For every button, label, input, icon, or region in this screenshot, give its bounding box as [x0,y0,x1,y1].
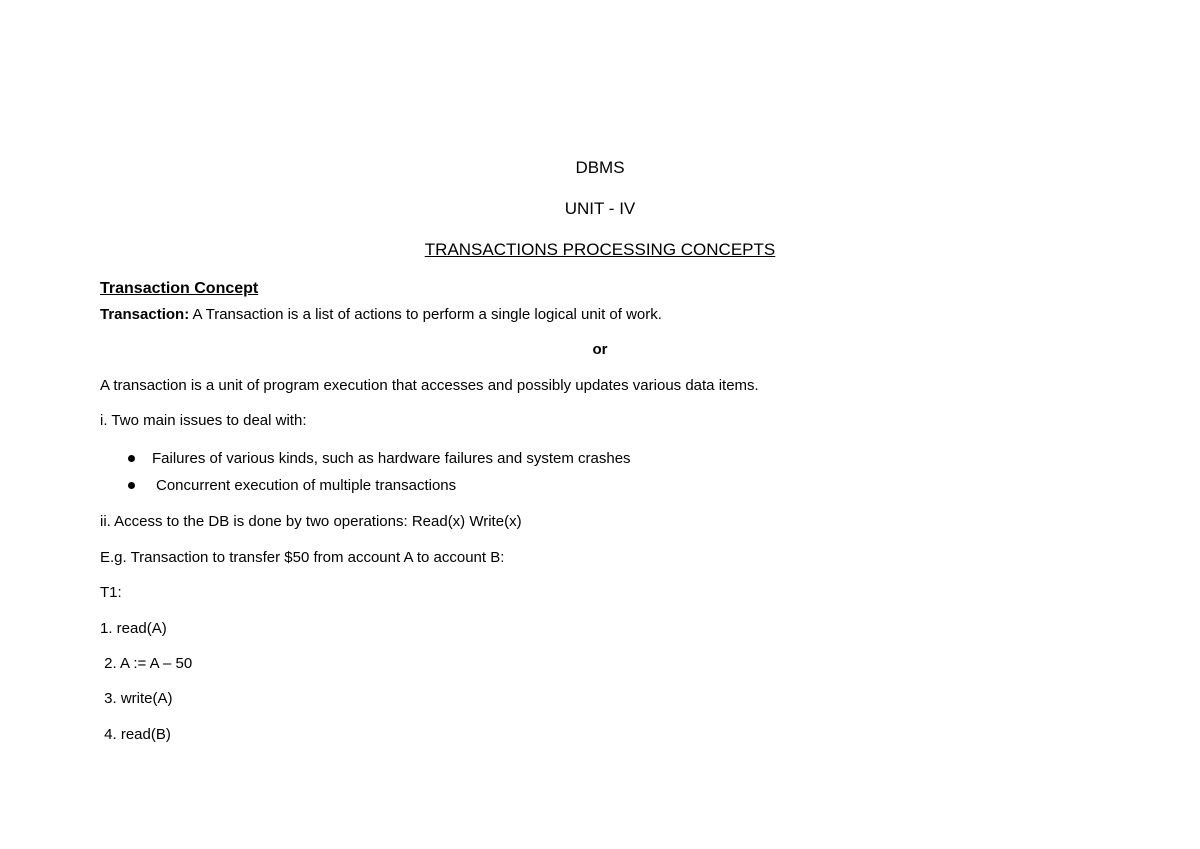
issue-item: Concurrent execution of multiple transactions [156,477,457,494]
example-line: E.g. Transaction to transfer $50 from account A to account B: [100,549,505,566]
step-item: 2. A := A – 50 [100,655,193,672]
definition-line [100,306,662,324]
definition-text: A Transaction is a list of actions to perform a single logical unit of work. [189,306,662,323]
step-item: 4. read(B) [100,726,171,743]
or-separator: or [592,341,608,358]
unit-title: UNIT - IV [564,199,636,218]
bullet-icon [128,482,135,489]
step-item: 1. read(A) [100,620,167,637]
definition-term: Transaction: [100,306,190,323]
subject-title: DBMS [575,158,625,177]
step-item: 3. write(A) [100,690,173,707]
issue-item: Failures of various kinds, such as hardware failures and system crashes [152,450,631,467]
alt-definition: A transaction is a unit of program execution that accesses and possibly updates various data items. [100,377,759,394]
bullet-icon [128,455,135,462]
issues-intro: i. Two main issues to deal with: [100,412,307,429]
chapter-title: TRANSACTIONS PROCESSING CONCEPTS [424,240,776,259]
access-line: ii. Access to the DB is done by two operations: Read(x) Write(x) [100,513,522,530]
section-heading: Transaction Concept [100,280,259,297]
t1-label: T1: [100,584,122,601]
